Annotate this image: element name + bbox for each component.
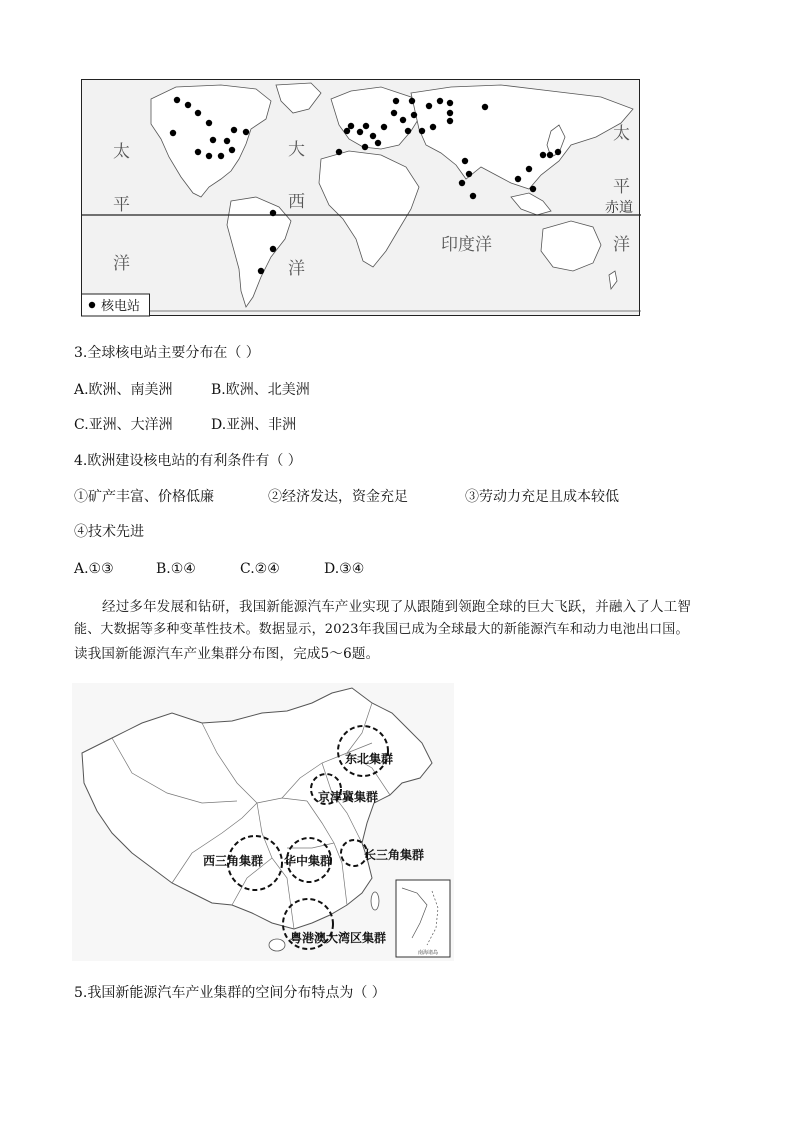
nuclear-dot xyxy=(555,149,561,155)
nuclear-dot xyxy=(348,123,354,129)
south-china-sea-inset xyxy=(396,880,450,957)
legend-dot xyxy=(89,302,95,308)
pacific-left-label-3: 洋 xyxy=(113,254,130,274)
nuclear-dot xyxy=(515,176,521,182)
xisanjiao-cluster-label: 西三角集群 xyxy=(203,854,264,868)
q4-option-d[interactable]: D.③④ xyxy=(324,561,365,577)
northeast-cluster-label: 东北集群 xyxy=(345,752,394,766)
nuclear-dot xyxy=(409,98,415,104)
nuclear-dot xyxy=(447,100,453,106)
q4-condition-4: ④技术先进 xyxy=(74,524,144,540)
nuclear-dot xyxy=(466,171,472,177)
atlantic-label-2: 西 xyxy=(288,192,305,212)
nuclear-dot xyxy=(363,123,369,129)
nuclear-dot xyxy=(185,102,191,108)
yuegangao-cluster-label: 粤港澳大湾区集群 xyxy=(290,931,387,945)
pacific-left-label-1: 太 xyxy=(113,142,130,162)
equator-label: 赤道 xyxy=(605,200,633,216)
nuclear-dot xyxy=(370,133,376,139)
nuclear-dot xyxy=(362,144,368,150)
nuclear-dot xyxy=(243,129,249,135)
q4-condition-3: ③劳动力充足且成本较低 xyxy=(465,489,619,505)
nuclear-dot xyxy=(430,124,436,130)
nuclear-dot xyxy=(459,180,465,186)
nuclear-dot xyxy=(391,110,397,116)
indian-ocean-label: 印度洋 xyxy=(441,235,492,255)
nuclear-dot xyxy=(482,104,488,110)
atlantic-label-3: 洋 xyxy=(288,259,305,279)
nuclear-dot xyxy=(526,166,532,172)
nuclear-dot xyxy=(540,152,546,158)
q3-stem: 3.全球核电站主要分布在（ ） xyxy=(74,345,260,361)
nuclear-dot xyxy=(195,110,201,116)
inset-label: 南海诸岛 xyxy=(418,950,439,956)
q5-stem: 5.我国新能源汽车产业集群的空间分布特点为（ ） xyxy=(74,985,386,1001)
nuclear-dot xyxy=(231,127,237,133)
nuclear-dot xyxy=(206,153,212,159)
jingjinji-cluster-label: 京津冀集群 xyxy=(318,790,379,804)
nuclear-dot xyxy=(258,268,264,274)
changsanjiao-cluster-label: 长三角集群 xyxy=(364,848,425,862)
nuclear-dot xyxy=(447,118,453,124)
pacific-right-label-1: 太 xyxy=(613,124,630,144)
q3-option-d[interactable]: D.亚洲、非洲 xyxy=(211,417,297,433)
nuclear-dot xyxy=(470,193,476,199)
nuclear-dot xyxy=(206,120,212,126)
legend-label: 核电站 xyxy=(101,299,141,314)
taiwan-shape xyxy=(371,892,379,910)
nuclear-dot xyxy=(530,186,536,192)
passage-line-3: 读我国新能源汽车产业集群分布图，完成5～6题。 xyxy=(74,646,380,662)
nuclear-dot xyxy=(357,129,363,135)
nuclear-dot xyxy=(210,137,216,143)
australia-shape xyxy=(541,221,601,271)
nuclear-dot xyxy=(411,112,417,118)
nuclear-dot xyxy=(547,152,553,158)
huazhong-cluster-label: 华中集群 xyxy=(284,854,333,868)
nuclear-dot xyxy=(426,103,432,109)
q3-option-b[interactable]: B.欧洲、北美洲 xyxy=(211,382,310,398)
q4-option-a[interactable]: A.①③ xyxy=(74,561,114,577)
nuclear-dot xyxy=(229,147,235,153)
nuclear-dot xyxy=(344,128,350,134)
q4-condition-1: ①矿产丰富、价格低廉 xyxy=(74,489,214,505)
nuclear-dot xyxy=(170,130,176,136)
pacific-right-label-2: 平 xyxy=(613,177,630,197)
q3-option-c[interactable]: C.亚洲、大洋洲 xyxy=(74,417,173,433)
q4-stem: 4.欧洲建设核电站的有利条件有（ ） xyxy=(74,453,302,469)
pacific-right-label-3: 洋 xyxy=(613,235,630,255)
pacific-left-label-2: 平 xyxy=(113,195,130,215)
nuclear-dot xyxy=(393,98,399,104)
atlantic-label-1: 大 xyxy=(288,140,305,160)
nuclear-dot xyxy=(174,97,180,103)
nuclear-dot xyxy=(336,149,342,155)
q3-option-a[interactable]: A.欧洲、南美洲 xyxy=(74,382,173,398)
nuclear-dot xyxy=(224,138,230,144)
nuclear-dot xyxy=(218,153,224,159)
nuclear-dot xyxy=(405,128,411,134)
hainan-shape xyxy=(269,939,285,951)
q4-condition-2: ②经济发达，资金充足 xyxy=(268,489,408,505)
nuclear-dot xyxy=(447,110,453,116)
nuclear-dot xyxy=(381,124,387,130)
nuclear-dot xyxy=(462,158,468,164)
passage-line-2: 能、大数据等多种变革性技术。数据显示，2023年我国已成为全球最大的新能源汽车和动力电池出口国。 xyxy=(74,622,689,637)
nuclear-dot xyxy=(375,140,381,146)
nuclear-dot xyxy=(195,149,201,155)
q4-option-c[interactable]: C.②④ xyxy=(240,561,280,577)
china-ev-cluster-map xyxy=(72,683,454,961)
nuclear-dot xyxy=(270,246,276,252)
nuclear-dot xyxy=(270,210,276,216)
world-nuclear-map xyxy=(81,79,641,317)
q4-option-b[interactable]: B.①④ xyxy=(156,561,196,577)
nuclear-dot xyxy=(419,128,425,134)
nuclear-dot xyxy=(400,117,406,123)
passage-line-1: 经过多年发展和钻研，我国新能源汽车产业实现了从跟随到领跑全球的巨大飞跃，并融入了人工智 xyxy=(102,599,692,615)
nuclear-dot xyxy=(437,98,443,104)
